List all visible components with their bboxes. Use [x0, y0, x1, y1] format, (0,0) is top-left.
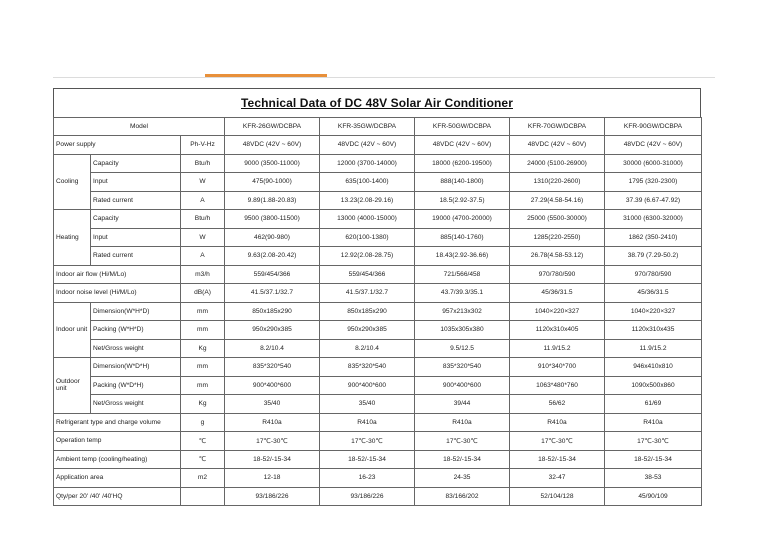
- value-cell: 52/104/128: [510, 487, 605, 506]
- value-cell: 850x185x290: [320, 302, 415, 321]
- value-cell: 9500 (3800-11500): [225, 210, 320, 229]
- value-cell: 18-52/-15-34: [225, 450, 320, 469]
- value-cell: 9.63(2.08-20.42): [225, 247, 320, 266]
- value-cell: 48VDC (42V ~ 60V): [225, 136, 320, 155]
- table-row-qty: [54, 487, 702, 506]
- unit-cell: Kg: [181, 339, 225, 358]
- value-cell: 48VDC (42V ~ 60V): [415, 136, 510, 155]
- table-row-outdoor-dimension: [54, 358, 702, 377]
- unit-cell: Btu/h: [181, 154, 225, 173]
- model-name: KFR-90GW/DCBPA: [605, 118, 702, 136]
- spec-sheet: [53, 88, 701, 506]
- table-row-cooling-current: [54, 191, 702, 210]
- value-cell: R410a: [510, 413, 605, 432]
- table-title: Technical Data of DC 48V Solar Air Conditioner: [241, 96, 513, 110]
- value-cell: 910*340*700: [510, 358, 605, 377]
- value-cell: 835*320*540: [320, 358, 415, 377]
- value-cell: 56/62: [510, 395, 605, 414]
- table-row-cooling-input: [54, 173, 702, 192]
- group-label-cooling: Cooling: [54, 154, 91, 210]
- value-cell: 39/44: [415, 395, 510, 414]
- value-cell: 900*400*600: [225, 376, 320, 395]
- table-row-air-flow: [54, 265, 702, 284]
- value-cell: R410a: [605, 413, 702, 432]
- unit-cell: mm: [181, 358, 225, 377]
- value-cell: 1035x305x380: [415, 321, 510, 340]
- value-cell: 1862 (350-2410): [605, 228, 702, 247]
- value-cell: 37.39 (6.67-47.92): [605, 191, 702, 210]
- value-cell: 950x290x385: [320, 321, 415, 340]
- value-cell: 18-52/-15-34: [510, 450, 605, 469]
- value-cell: 31000 (6300-32000): [605, 210, 702, 229]
- value-cell: 1310(220-2600): [510, 173, 605, 192]
- model-name: KFR-26GW/DCBPA: [225, 118, 320, 136]
- param-label: Packing (W*H*D): [91, 321, 181, 340]
- value-cell: 8.2/10.4: [320, 339, 415, 358]
- unit-cell: [181, 487, 225, 506]
- row-label: Indoor noise level (Hi/M/Lo): [54, 284, 181, 303]
- param-label: Capacity: [91, 210, 181, 229]
- value-cell: 25000 (5500-30000): [510, 210, 605, 229]
- value-cell: 18.43(2.92-36.66): [415, 247, 510, 266]
- value-cell: 35/40: [225, 395, 320, 414]
- table-row-cooling-capacity: [54, 154, 702, 173]
- value-cell: 850x185x290: [225, 302, 320, 321]
- param-label: Rated current: [91, 191, 181, 210]
- value-cell: 9000 (3500-11000): [225, 154, 320, 173]
- model-name: KFR-50GW/DCBPA: [415, 118, 510, 136]
- value-cell: 721/566/458: [415, 265, 510, 284]
- value-cell: 559/454/366: [320, 265, 415, 284]
- value-cell: 19000 (4700-20000): [415, 210, 510, 229]
- value-cell: 17℃-30℃: [510, 432, 605, 451]
- value-cell: 835*320*540: [225, 358, 320, 377]
- unit-cell: dB(A): [181, 284, 225, 303]
- value-cell: 43.7/39.3/35.1: [415, 284, 510, 303]
- value-cell: 1120x310x405: [510, 321, 605, 340]
- unit-cell: ℃: [181, 450, 225, 469]
- unit-cell: W: [181, 173, 225, 192]
- value-cell: 8.2/10.4: [225, 339, 320, 358]
- value-cell: 13000 (4000-15000): [320, 210, 415, 229]
- value-cell: 32-47: [510, 469, 605, 488]
- row-label: Refrigerant type and charge volume: [54, 413, 181, 432]
- model-name: KFR-35GW/DCBPA: [320, 118, 415, 136]
- unit-cell: A: [181, 191, 225, 210]
- value-cell: 35/40: [320, 395, 415, 414]
- value-cell: 41.5/37.1/32.7: [225, 284, 320, 303]
- value-cell: 950x290x385: [225, 321, 320, 340]
- value-cell: 24000 (5100-26900): [510, 154, 605, 173]
- table-row-heating-input: [54, 228, 702, 247]
- value-cell: 835*320*540: [415, 358, 510, 377]
- table-row-refrigerant: [54, 413, 702, 432]
- param-label: Rated current: [91, 247, 181, 266]
- param-label: Dimension(W*D*H): [91, 358, 181, 377]
- table-row-outdoor-packing: [54, 376, 702, 395]
- value-cell: 1040×220×327: [510, 302, 605, 321]
- table-header-row: [54, 118, 702, 136]
- value-cell: 27.29(4.58-54.16): [510, 191, 605, 210]
- value-cell: 559/454/366: [225, 265, 320, 284]
- group-label-indoor-unit: Indoor unit: [54, 302, 91, 358]
- row-label: Operation temp: [54, 432, 181, 451]
- value-cell: 9.89(1.88-20.83): [225, 191, 320, 210]
- table-row-operation-temp: [54, 432, 702, 451]
- unit-cell: m2: [181, 469, 225, 488]
- value-cell: 900*400*600: [415, 376, 510, 395]
- value-cell: 38-53: [605, 469, 702, 488]
- table-row-indoor-weight: [54, 339, 702, 358]
- value-cell: R410a: [225, 413, 320, 432]
- value-cell: 13.23(2.08-29.16): [320, 191, 415, 210]
- value-cell: 18-52/-15-34: [415, 450, 510, 469]
- value-cell: 970/780/590: [510, 265, 605, 284]
- value-cell: 16-23: [320, 469, 415, 488]
- table-row-heating-capacity: [54, 210, 702, 229]
- value-cell: 1040×220×327: [605, 302, 702, 321]
- value-cell: 1285(220-2550): [510, 228, 605, 247]
- value-cell: 620(100-1380): [320, 228, 415, 247]
- row-label: Indoor air flow (Hi/M/Lo): [54, 265, 181, 284]
- value-cell: 900*400*600: [320, 376, 415, 395]
- value-cell: 17℃-30℃: [320, 432, 415, 451]
- model-label: Model: [54, 118, 225, 136]
- value-cell: 18.5(2.92-37.5): [415, 191, 510, 210]
- value-cell: 462(90-980): [225, 228, 320, 247]
- value-cell: R410a: [320, 413, 415, 432]
- value-cell: 475(90-1000): [225, 173, 320, 192]
- value-cell: 957x213x302: [415, 302, 510, 321]
- table-title-bar: [53, 88, 701, 117]
- value-cell: 18-52/-15-34: [320, 450, 415, 469]
- value-cell: 885(140-1760): [415, 228, 510, 247]
- value-cell: 18-52/-15-34: [605, 450, 702, 469]
- outdoor-label-line: unit: [56, 385, 67, 393]
- value-cell: 12.92(2.08-28.75): [320, 247, 415, 266]
- value-cell: 38.79 (7.29-50.2): [605, 247, 702, 266]
- param-label: Packing (W*D*H): [91, 376, 181, 395]
- value-cell: 946x410x810: [605, 358, 702, 377]
- row-label: Power supply: [54, 136, 181, 155]
- top-divider: [53, 77, 715, 78]
- outdoor-label-line: Outdoor: [56, 378, 80, 386]
- value-cell: 17℃-30℃: [605, 432, 702, 451]
- value-cell: 17℃-30℃: [415, 432, 510, 451]
- value-cell: R410a: [415, 413, 510, 432]
- value-cell: 45/36/31.5: [510, 284, 605, 303]
- value-cell: 11.9/15.2: [605, 339, 702, 358]
- value-cell: 11.9/15.2: [510, 339, 605, 358]
- value-cell: 12-18: [225, 469, 320, 488]
- param-label: Dimension(W*H*D): [91, 302, 181, 321]
- value-cell: 18000 (6200-19500): [415, 154, 510, 173]
- row-label: Qty/per 20' /40' /40'HQ: [54, 487, 181, 506]
- table-row-application-area: [54, 469, 702, 488]
- unit-cell: mm: [181, 321, 225, 340]
- value-cell: 12000 (3700-14000): [320, 154, 415, 173]
- table-row-power-supply: [54, 136, 702, 155]
- param-label: Net/Gross weight: [91, 339, 181, 358]
- param-label: Input: [91, 173, 181, 192]
- value-cell: 1795 (320-2300): [605, 173, 702, 192]
- row-label: Ambient temp (cooling/heating): [54, 450, 181, 469]
- value-cell: 24-35: [415, 469, 510, 488]
- unit-cell: A: [181, 247, 225, 266]
- table-row-ambient-temp: [54, 450, 702, 469]
- unit-cell: Kg: [181, 395, 225, 414]
- value-cell: 1120x310x435: [605, 321, 702, 340]
- value-cell: 83/166/202: [415, 487, 510, 506]
- value-cell: 26.78(4.58-53.12): [510, 247, 605, 266]
- value-cell: 41.5/37.1/32.7: [320, 284, 415, 303]
- unit-cell: g: [181, 413, 225, 432]
- value-cell: 1090x500x860: [605, 376, 702, 395]
- value-cell: 48VDC (42V ~ 60V): [510, 136, 605, 155]
- value-cell: 45/90/109: [605, 487, 702, 506]
- group-label-heating: Heating: [54, 210, 91, 266]
- model-name: KFR-70GW/DCBPA: [510, 118, 605, 136]
- param-label: Capacity: [91, 154, 181, 173]
- value-cell: 888(140-1800): [415, 173, 510, 192]
- value-cell: 45/36/31.5: [605, 284, 702, 303]
- unit-cell: W: [181, 228, 225, 247]
- table-row-noise: [54, 284, 702, 303]
- unit-cell: ℃: [181, 432, 225, 451]
- param-label: Input: [91, 228, 181, 247]
- accent-bar: [205, 74, 327, 77]
- table-row-indoor-dimension: [54, 302, 702, 321]
- value-cell: 93/186/226: [320, 487, 415, 506]
- unit-cell: Ph-V-Hz: [181, 136, 225, 155]
- value-cell: 635(100-1400): [320, 173, 415, 192]
- value-cell: 970/780/590: [605, 265, 702, 284]
- unit-cell: Btu/h: [181, 210, 225, 229]
- group-label-outdoor-unit: [54, 358, 91, 414]
- value-cell: 17℃-30℃: [225, 432, 320, 451]
- row-label: Application area: [54, 469, 181, 488]
- spec-table: [53, 117, 702, 506]
- unit-cell: m3/h: [181, 265, 225, 284]
- table-row-heating-current: [54, 247, 702, 266]
- value-cell: 48VDC (42V ~ 60V): [605, 136, 702, 155]
- value-cell: 61/69: [605, 395, 702, 414]
- unit-cell: mm: [181, 302, 225, 321]
- table-row-outdoor-weight: [54, 395, 702, 414]
- value-cell: 30000 (6000-31000): [605, 154, 702, 173]
- table-row-indoor-packing: [54, 321, 702, 340]
- value-cell: 48VDC (42V ~ 60V): [320, 136, 415, 155]
- unit-cell: mm: [181, 376, 225, 395]
- value-cell: 9.5/12.5: [415, 339, 510, 358]
- param-label: Net/Gross weight: [91, 395, 181, 414]
- value-cell: 93/186/226: [225, 487, 320, 506]
- value-cell: 1063*480*760: [510, 376, 605, 395]
